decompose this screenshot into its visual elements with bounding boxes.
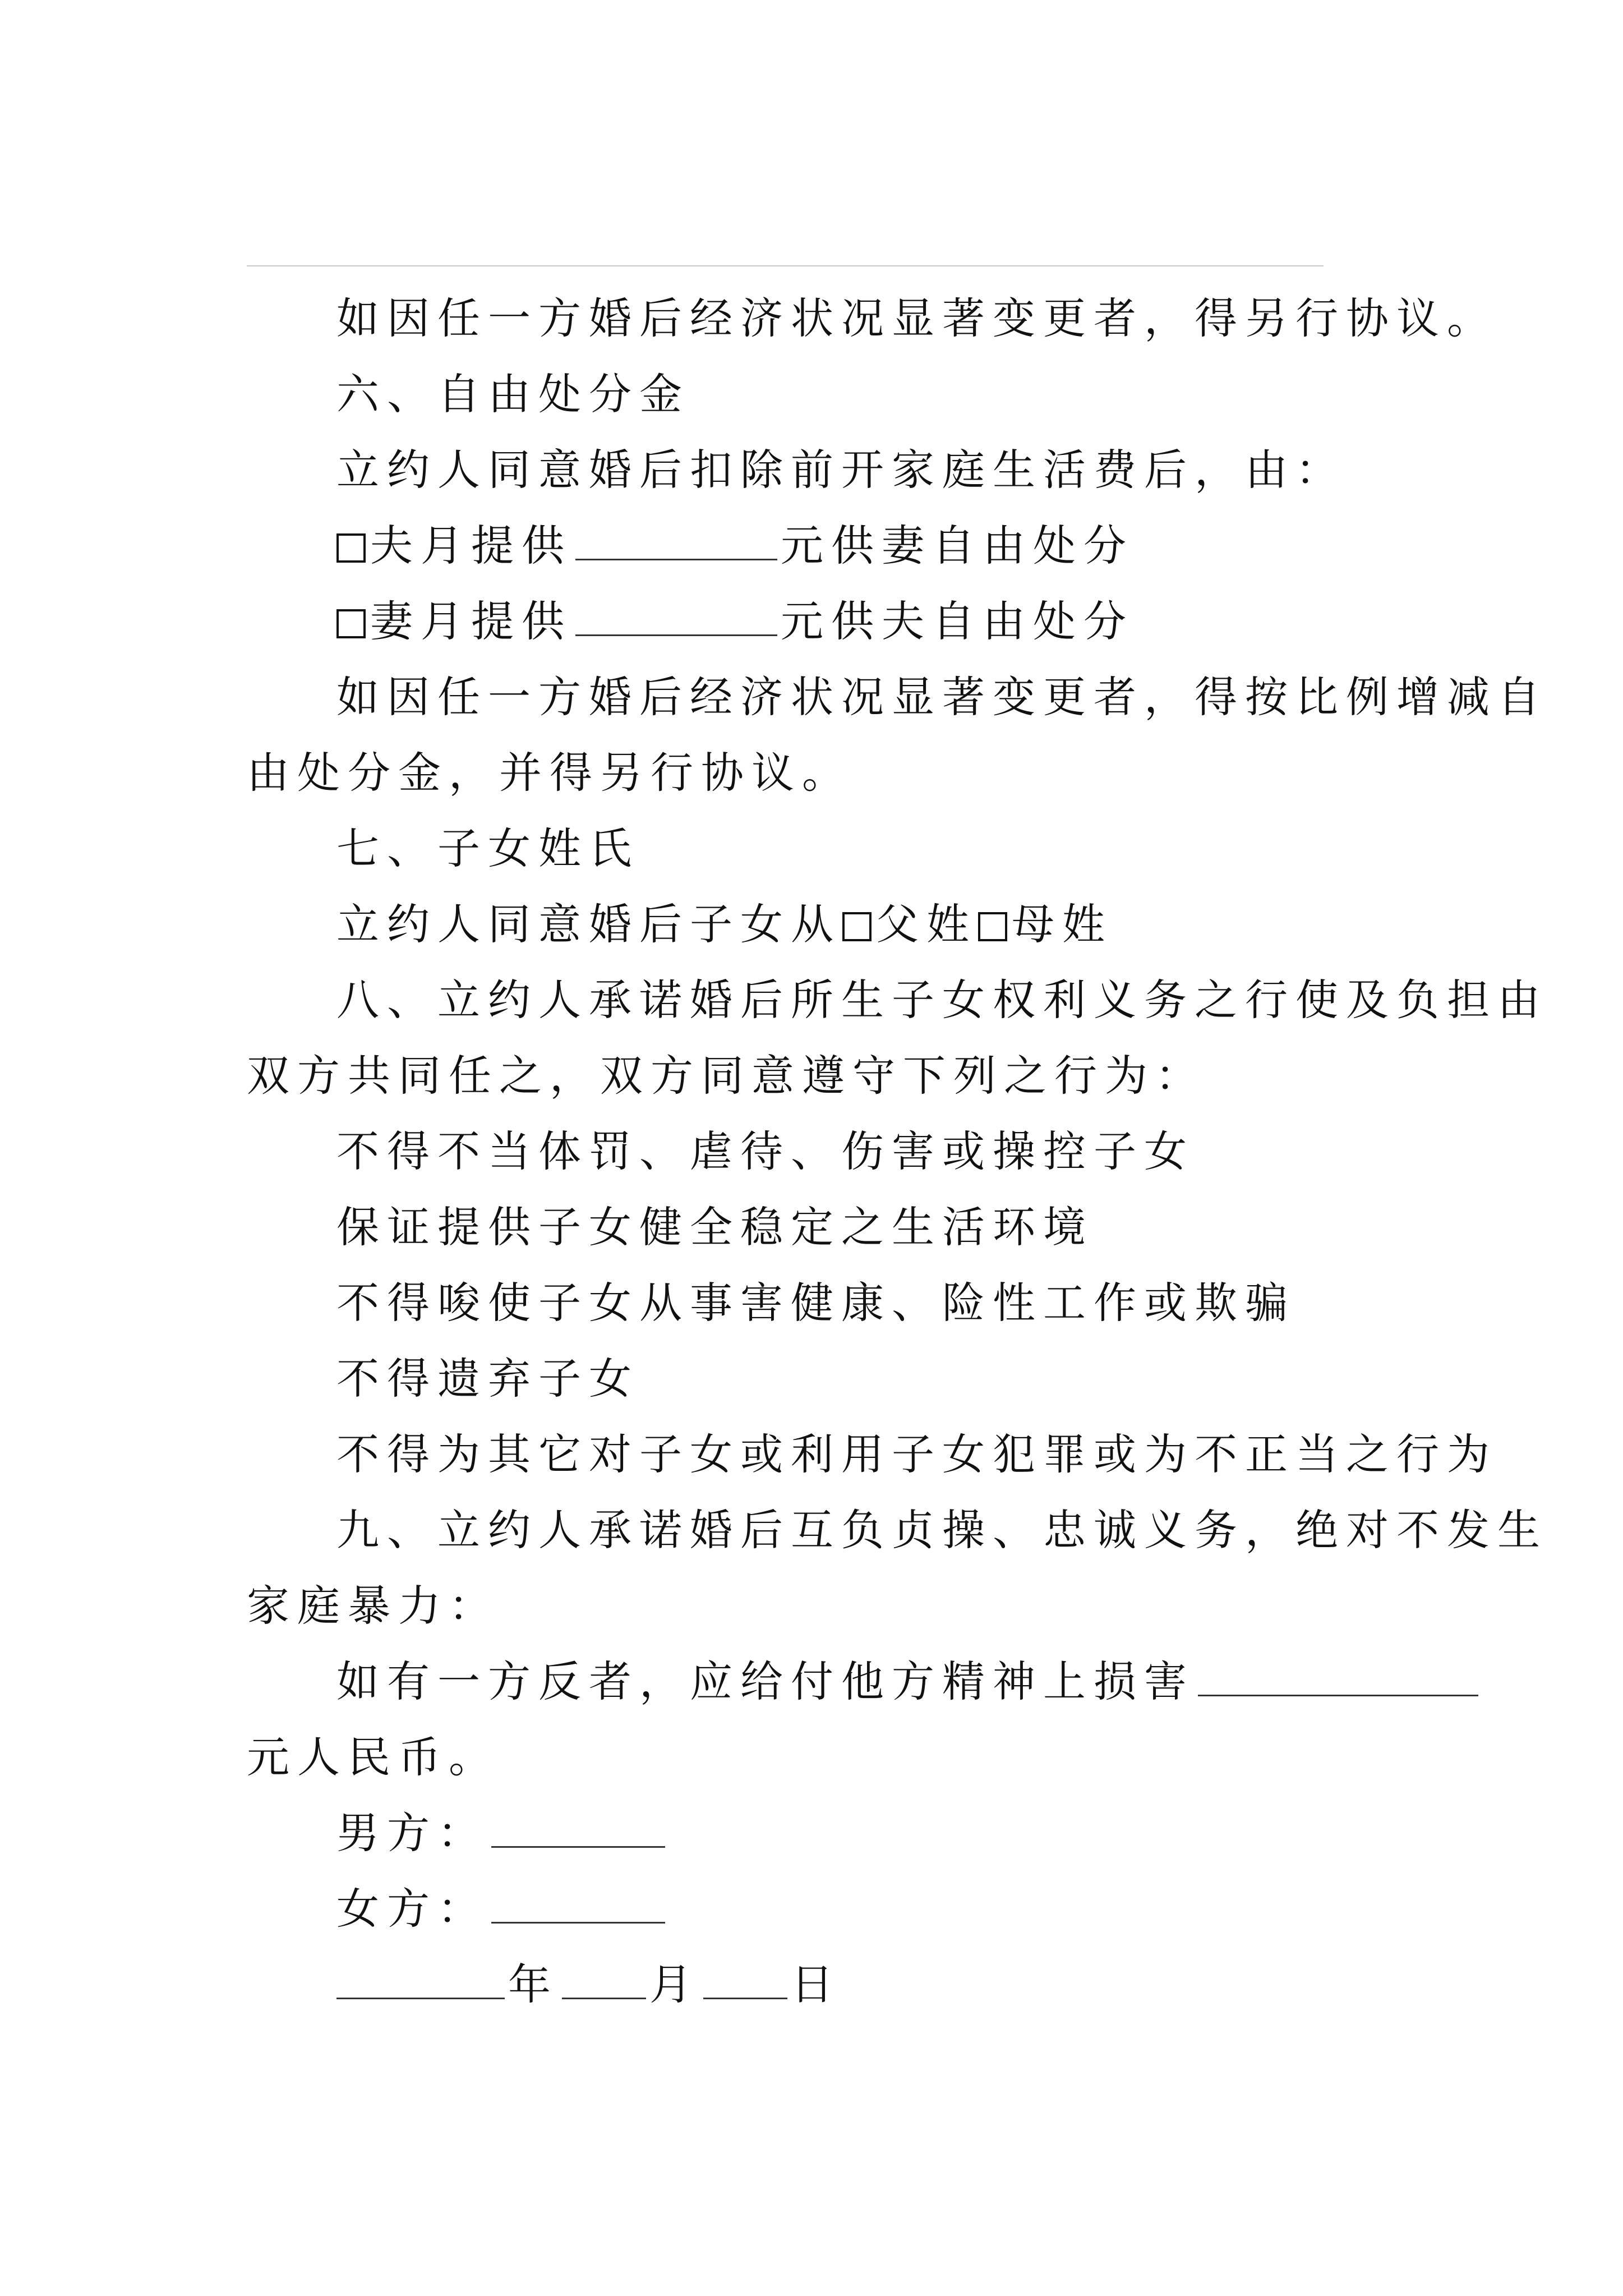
signature-blank[interactable] <box>491 1888 665 1924</box>
signature-label: 女方： <box>336 1884 488 1934</box>
option-line-wife <box>336 595 1481 648</box>
list-item: 不得唆使子女从事害健康、险性工作或欺骗 <box>336 1278 1295 1328</box>
signature-line-female <box>336 1882 1481 1936</box>
amount-blank[interactable] <box>1198 1661 1478 1696</box>
surname-choice-line <box>336 898 1481 951</box>
option-suffix: 元供夫自由处分 <box>781 596 1134 646</box>
date-line <box>336 1958 1481 2012</box>
day-label: 日 <box>791 1959 841 2009</box>
signature-label: 男方： <box>336 1808 488 1858</box>
amount-blank[interactable] <box>575 525 777 560</box>
text-line: 由处分金，并得另行协议。 <box>247 748 852 798</box>
option-label: 母姓 <box>1012 899 1113 949</box>
option-line-husband <box>336 519 1481 573</box>
option-label: 妻月提供 <box>370 596 572 646</box>
compensation-line <box>336 1655 1481 1709</box>
year-blank[interactable] <box>336 1964 505 1999</box>
year-label: 年 <box>508 1959 559 2009</box>
section-heading: 六、自由处分金 <box>336 369 690 419</box>
section-heading: 八、立约人承诺婚后所生子女权利义务之行使及负担由 <box>336 975 1548 1025</box>
list-item: 不得不当体罚、虐待、伤害或操控子女 <box>336 1126 1195 1176</box>
amount-blank[interactable] <box>575 601 777 636</box>
text-line: 如因任一方婚后经济状况显著变更者，得按比例增减自 <box>336 672 1548 722</box>
day-blank[interactable] <box>703 1964 787 1999</box>
text-line: 如因任一方婚后经济状况显著变更者，得另行协议。 <box>336 293 1497 343</box>
signature-line-male <box>336 1806 1481 1860</box>
list-item: 不得遗弃子女 <box>336 1354 639 1404</box>
text-segment: 如有一方反者，应给付他方精神上损害 <box>336 1657 1195 1706</box>
option-label: 夫月提供 <box>370 521 572 570</box>
list-item: 保证提供子女健全稳定之生活环境 <box>336 1202 1094 1252</box>
section-heading: 九、立约人承诺婚后互负贞操、忠诚义务，绝对不发生 <box>336 1505 1548 1555</box>
checkbox[interactable] <box>336 609 366 638</box>
option-label: 父姓 <box>876 899 977 949</box>
checkbox-mother-surname[interactable] <box>978 912 1007 941</box>
text-line: 家庭暴力： <box>247 1581 499 1631</box>
list-item: 不得为其它对子女或利用子女犯罪或为不正当之行为 <box>336 1429 1497 1479</box>
signature-blank[interactable] <box>491 1812 665 1848</box>
text-segment: 立约人同意婚后子女从 <box>336 899 841 949</box>
text-line: 元人民币。 <box>247 1732 499 1782</box>
header-divider <box>247 265 1324 266</box>
text-line: 双方共同任之，双方同意遵守下列之行为： <box>247 1051 1206 1101</box>
option-suffix: 元供妻自由处分 <box>781 521 1134 570</box>
month-label: 月 <box>649 1959 700 2009</box>
text-line: 立约人同意婚后扣除前开家庭生活费后，由： <box>336 445 1346 495</box>
section-heading: 七、子女姓氏 <box>336 823 639 873</box>
month-blank[interactable] <box>562 1964 646 1999</box>
checkbox[interactable] <box>336 533 366 563</box>
checkbox-father-surname[interactable] <box>842 912 872 941</box>
